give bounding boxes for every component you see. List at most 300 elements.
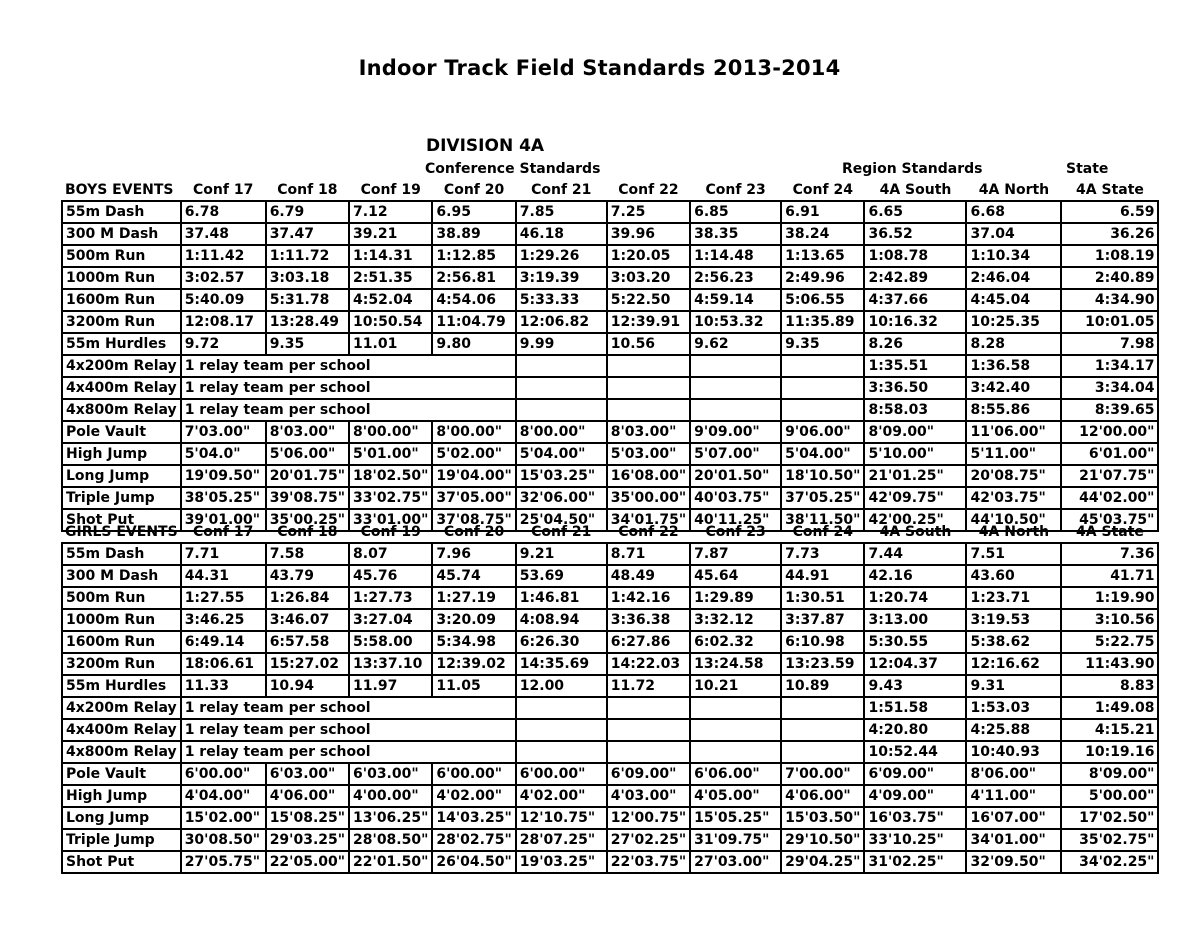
value-cell: 10.56: [607, 333, 690, 355]
value-cell: 5'04.0": [181, 443, 266, 465]
value-cell: 1:14.48: [690, 245, 781, 267]
value-cell: 11:43.90: [1061, 653, 1158, 675]
value-cell: 8.26: [864, 333, 966, 355]
table-row: [62, 355, 1158, 377]
value-cell: 1:08.78: [864, 245, 966, 267]
value-cell: 48.49: [607, 565, 690, 587]
table-row: [62, 223, 1158, 245]
value-cell: 1:35.51: [864, 355, 966, 377]
value-cell: 7.44: [864, 543, 966, 565]
relay-note-cell: 1 relay team per school: [181, 355, 433, 377]
value-cell: 8'09.00": [1061, 763, 1158, 785]
conference-standards-label: Conference Standards: [425, 161, 601, 177]
value-cell: 8.71: [607, 543, 690, 565]
value-cell: 30'08.50": [181, 829, 266, 851]
value-cell: 7.25: [607, 201, 690, 223]
value-cell: 10:40.93: [966, 741, 1061, 763]
event-name-cell: 4x800m Relay: [62, 399, 181, 421]
value-cell: 12:16.62: [966, 653, 1061, 675]
value-cell: 36.26: [1061, 223, 1158, 245]
table-row: [62, 829, 1158, 851]
empty-cell: [690, 697, 781, 719]
event-name-cell: 4x200m Relay: [62, 697, 181, 719]
event-name-cell: Triple Jump: [62, 487, 181, 509]
event-name-cell: 1600m Run: [62, 289, 181, 311]
empty-cell: [690, 399, 781, 421]
value-cell: 4:45.04: [966, 289, 1061, 311]
value-cell: 40'11.25": [690, 509, 781, 531]
value-cell: 5:30.55: [864, 631, 966, 653]
value-cell: 20'01.50": [690, 465, 781, 487]
division-heading: DIVISION 4A: [426, 136, 545, 156]
empty-cell: [607, 719, 690, 741]
value-cell: 7.96: [432, 543, 515, 565]
value-cell: 6:10.98: [781, 631, 864, 653]
column-header-conf-20: Conf 20: [443, 182, 505, 198]
value-cell: 3:34.04: [1061, 377, 1158, 399]
empty-cell: [432, 697, 515, 719]
value-cell: 11.72: [607, 675, 690, 697]
value-cell: 44'10.50": [966, 509, 1061, 531]
column-header-4a-north: 4A North: [978, 182, 1050, 198]
table-row: [62, 421, 1158, 443]
value-cell: 9.99: [516, 333, 607, 355]
value-cell: 7'00.00": [781, 763, 864, 785]
table-row: [62, 201, 1158, 223]
value-cell: 1:42.16: [607, 587, 690, 609]
value-cell: 5:33.33: [516, 289, 607, 311]
value-cell: 11.01: [349, 333, 432, 355]
value-cell: 6'03.00": [349, 763, 432, 785]
event-name-cell: 55m Hurdles: [62, 333, 181, 355]
value-cell: 16'08.00": [607, 465, 690, 487]
value-cell: 4'03.00": [607, 785, 690, 807]
empty-cell: [516, 697, 607, 719]
value-cell: 1:51.58: [864, 697, 966, 719]
value-cell: 32'09.50": [966, 851, 1061, 873]
event-name-cell: 1600m Run: [62, 631, 181, 653]
value-cell: 11:04.79: [432, 311, 515, 333]
value-cell: 8'06.00": [966, 763, 1061, 785]
value-cell: 41.71: [1061, 565, 1158, 587]
value-cell: 5'11.00": [966, 443, 1061, 465]
table-row: [62, 697, 1158, 719]
value-cell: 29'04.25": [781, 851, 864, 873]
value-cell: 15'02.00": [181, 807, 266, 829]
column-header-conf-23: Conf 23: [705, 182, 766, 198]
table-row: [62, 543, 1158, 565]
value-cell: 4'04.00": [181, 785, 266, 807]
value-cell: 15'03.50": [781, 807, 864, 829]
value-cell: 11.05: [432, 675, 515, 697]
value-cell: 12:04.37: [864, 653, 966, 675]
value-cell: 1:29.89: [690, 587, 781, 609]
value-cell: 6.65: [864, 201, 966, 223]
value-cell: 7.51: [966, 543, 1061, 565]
value-cell: 5:22.50: [607, 289, 690, 311]
value-cell: 6'09.00": [607, 763, 690, 785]
value-cell: 12:39.91: [607, 311, 690, 333]
value-cell: 15:27.02: [266, 653, 349, 675]
value-cell: 5'00.00": [1061, 785, 1158, 807]
value-cell: 10.94: [266, 675, 349, 697]
value-cell: 5'04.00": [516, 443, 607, 465]
value-cell: 7.12: [349, 201, 432, 223]
value-cell: 1:53.03: [966, 697, 1061, 719]
value-cell: 2:42.89: [864, 267, 966, 289]
boys-standards-table: [61, 180, 1159, 532]
girls-standards-table: [61, 522, 1159, 874]
value-cell: 6'03.00": [266, 763, 349, 785]
column-header-conf-20: Conf 20: [443, 524, 505, 540]
event-name-cell: 3200m Run: [62, 311, 181, 333]
event-name-cell: Pole Vault: [62, 421, 181, 443]
value-cell: 11.97: [349, 675, 432, 697]
value-cell: 6'09.00": [864, 763, 966, 785]
event-name-cell: 55m Hurdles: [62, 675, 181, 697]
value-cell: 14'03.25": [432, 807, 515, 829]
value-cell: 3:19.39: [516, 267, 607, 289]
value-cell: 10.21: [690, 675, 781, 697]
value-cell: 9'06.00": [781, 421, 864, 443]
value-cell: 6.85: [690, 201, 781, 223]
event-name-cell: Pole Vault: [62, 763, 181, 785]
value-cell: 10:25.35: [966, 311, 1061, 333]
value-cell: 7.87: [690, 543, 781, 565]
value-cell: 1:26.84: [266, 587, 349, 609]
value-cell: 6:49.14: [181, 631, 266, 653]
value-cell: 5'02.00": [432, 443, 515, 465]
value-cell: 9.72: [181, 333, 266, 355]
value-cell: 3:36.50: [864, 377, 966, 399]
value-cell: 6.79: [266, 201, 349, 223]
value-cell: 5:40.09: [181, 289, 266, 311]
value-cell: 1:36.58: [966, 355, 1061, 377]
event-name-cell: 55m Dash: [62, 201, 181, 223]
value-cell: 1:27.55: [181, 587, 266, 609]
table-row: [62, 267, 1158, 289]
event-name-cell: 1000m Run: [62, 267, 181, 289]
value-cell: 37.04: [966, 223, 1061, 245]
value-cell: 7.85: [516, 201, 607, 223]
empty-cell: [607, 741, 690, 763]
value-cell: 39'01.00": [181, 509, 266, 531]
value-cell: 3:36.38: [607, 609, 690, 631]
relay-note-cell: 1 relay team per school: [181, 399, 433, 421]
value-cell: 35'00.25": [266, 509, 349, 531]
value-cell: 27'03.00": [690, 851, 781, 873]
value-cell: 39.21: [349, 223, 432, 245]
table-row: [62, 631, 1158, 653]
value-cell: 43.79: [266, 565, 349, 587]
value-cell: 45'03.75": [1061, 509, 1158, 531]
value-cell: 12'00.00": [1061, 421, 1158, 443]
empty-cell: [781, 741, 864, 763]
value-cell: 5:22.75: [1061, 631, 1158, 653]
value-cell: 13:23.59: [781, 653, 864, 675]
value-cell: 9.62: [690, 333, 781, 355]
table-row: [62, 741, 1158, 763]
table-row: [62, 245, 1158, 267]
value-cell: 22'03.75": [607, 851, 690, 873]
value-cell: 3:27.04: [349, 609, 432, 631]
value-cell: 44'02.00": [1061, 487, 1158, 509]
page-title: Indoor Track Field Standards 2013-2014: [358, 56, 841, 80]
value-cell: 13'06.25": [349, 807, 432, 829]
column-header-conf-23: Conf 23: [705, 524, 766, 540]
value-cell: 29'03.25": [266, 829, 349, 851]
value-cell: 6:26.30: [516, 631, 607, 653]
value-cell: 3:46.25: [181, 609, 266, 631]
value-cell: 2:49.96: [781, 267, 864, 289]
table-row: [62, 487, 1158, 509]
table-row: [62, 719, 1158, 741]
table-row: [62, 565, 1158, 587]
value-cell: 4'02.00": [516, 785, 607, 807]
empty-cell: [432, 399, 515, 421]
header-row: [62, 180, 1158, 201]
value-cell: 5'07.00": [690, 443, 781, 465]
event-name-cell: High Jump: [62, 785, 181, 807]
value-cell: 4:37.66: [864, 289, 966, 311]
value-cell: 4'05.00": [690, 785, 781, 807]
empty-cell: [432, 741, 515, 763]
empty-cell: [607, 399, 690, 421]
empty-cell: [516, 741, 607, 763]
value-cell: 1:12.85: [432, 245, 515, 267]
event-name-cell: Long Jump: [62, 807, 181, 829]
value-cell: 5'06.00": [266, 443, 349, 465]
table-row: [62, 851, 1158, 873]
value-cell: 3:46.07: [266, 609, 349, 631]
value-cell: 7.36: [1061, 543, 1158, 565]
event-name-cell: 300 M Dash: [62, 223, 181, 245]
value-cell: 26'04.50": [432, 851, 515, 873]
value-cell: 36.52: [864, 223, 966, 245]
value-cell: 17'02.50": [1061, 807, 1158, 829]
empty-cell: [690, 719, 781, 741]
value-cell: 9.31: [966, 675, 1061, 697]
table-row: [62, 653, 1158, 675]
table-row: [62, 587, 1158, 609]
value-cell: 21'07.75": [1061, 465, 1158, 487]
value-cell: 4:20.80: [864, 719, 966, 741]
value-cell: 8'00.00": [432, 421, 515, 443]
value-cell: 2:40.89: [1061, 267, 1158, 289]
value-cell: 38.89: [432, 223, 515, 245]
value-cell: 37'05.00": [432, 487, 515, 509]
value-cell: 15'03.25": [516, 465, 607, 487]
value-cell: 32'06.00": [516, 487, 607, 509]
empty-cell: [516, 355, 607, 377]
value-cell: 14:22.03: [607, 653, 690, 675]
value-cell: 38'11.50": [781, 509, 864, 531]
value-cell: 6.78: [181, 201, 266, 223]
event-name-cell: Triple Jump: [62, 829, 181, 851]
value-cell: 3:03.18: [266, 267, 349, 289]
value-cell: 6'00.00": [432, 763, 515, 785]
empty-cell: [432, 719, 515, 741]
value-cell: 22'01.50": [349, 851, 432, 873]
event-name-cell: 1000m Run: [62, 609, 181, 631]
events-column-header: BOYS EVENTS: [65, 182, 174, 198]
value-cell: 44.31: [181, 565, 266, 587]
value-cell: 3:32.12: [690, 609, 781, 631]
table-row: [62, 465, 1158, 487]
value-cell: 10:19.16: [1061, 741, 1158, 763]
value-cell: 39'08.75": [266, 487, 349, 509]
value-cell: 4:08.94: [516, 609, 607, 631]
value-cell: 8:58.03: [864, 399, 966, 421]
value-cell: 1:11.42: [181, 245, 266, 267]
value-cell: 42'03.75": [966, 487, 1061, 509]
value-cell: 5:38.62: [966, 631, 1061, 653]
table-row: [62, 311, 1158, 333]
value-cell: 1:20.05: [607, 245, 690, 267]
empty-cell: [607, 697, 690, 719]
column-header-conf-21: Conf 21: [531, 524, 592, 540]
events-column-header: GIRLS EVENTS: [65, 524, 178, 540]
value-cell: 1:29.26: [516, 245, 607, 267]
value-cell: 28'02.75": [432, 829, 515, 851]
value-cell: 4'00.00": [349, 785, 432, 807]
value-cell: 6:02.32: [690, 631, 781, 653]
value-cell: 4:54.06: [432, 289, 515, 311]
value-cell: 18'10.50": [781, 465, 864, 487]
event-name-cell: 4x200m Relay: [62, 355, 181, 377]
value-cell: 3:13.00: [864, 609, 966, 631]
value-cell: 1:27.19: [432, 587, 515, 609]
value-cell: 9.35: [781, 333, 864, 355]
value-cell: 42'09.75": [864, 487, 966, 509]
event-name-cell: 300 M Dash: [62, 565, 181, 587]
value-cell: 7.73: [781, 543, 864, 565]
empty-cell: [432, 377, 515, 399]
value-cell: 18'02.50": [349, 465, 432, 487]
value-cell: 6'01.00": [1061, 443, 1158, 465]
value-cell: 10:52.44: [864, 741, 966, 763]
state-label: State: [1066, 161, 1109, 177]
value-cell: 19'03.25": [516, 851, 607, 873]
value-cell: 20'01.75": [266, 465, 349, 487]
value-cell: 12'10.75": [516, 807, 607, 829]
value-cell: 53.69: [516, 565, 607, 587]
value-cell: 18:06.61: [181, 653, 266, 675]
value-cell: 38.24: [781, 223, 864, 245]
value-cell: 7.71: [181, 543, 266, 565]
value-cell: 10:53.32: [690, 311, 781, 333]
column-header-4a-state: 4A State: [1076, 182, 1144, 198]
value-cell: 34'01.00": [966, 829, 1061, 851]
value-cell: 11'06.00": [966, 421, 1061, 443]
empty-cell: [690, 377, 781, 399]
value-cell: 1:46.81: [516, 587, 607, 609]
value-cell: 28'07.25": [516, 829, 607, 851]
value-cell: 16'03.75": [864, 807, 966, 829]
value-cell: 9.80: [432, 333, 515, 355]
value-cell: 5'01.00": [349, 443, 432, 465]
event-name-cell: 55m Dash: [62, 543, 181, 565]
value-cell: 12.00: [516, 675, 607, 697]
value-cell: 40'03.75": [690, 487, 781, 509]
value-cell: 12:08.17: [181, 311, 266, 333]
value-cell: 4'06.00": [781, 785, 864, 807]
value-cell: 33'10.25": [864, 829, 966, 851]
value-cell: 4:34.90: [1061, 289, 1158, 311]
table-row: [62, 763, 1158, 785]
event-name-cell: 500m Run: [62, 587, 181, 609]
value-cell: 21'01.25": [864, 465, 966, 487]
value-cell: 1:30.51: [781, 587, 864, 609]
empty-cell: [781, 719, 864, 741]
value-cell: 4'02.00": [432, 785, 515, 807]
value-cell: 9.21: [516, 543, 607, 565]
value-cell: 6.68: [966, 201, 1061, 223]
column-header-conf-24: Conf 24: [792, 524, 853, 540]
value-cell: 4:59.14: [690, 289, 781, 311]
value-cell: 33'02.75": [349, 487, 432, 509]
value-cell: 6:57.58: [266, 631, 349, 653]
event-name-cell: Long Jump: [62, 465, 181, 487]
column-header-conf-18: Conf 18: [277, 182, 338, 198]
value-cell: 5:31.78: [266, 289, 349, 311]
event-name-cell: 4x400m Relay: [62, 719, 181, 741]
table-row: [62, 333, 1158, 355]
value-cell: 11:35.89: [781, 311, 864, 333]
value-cell: 46.18: [516, 223, 607, 245]
value-cell: 1:13.65: [781, 245, 864, 267]
value-cell: 5:58.00: [349, 631, 432, 653]
value-cell: 37'08.75": [432, 509, 515, 531]
value-cell: 1:49.08: [1061, 697, 1158, 719]
value-cell: 8'09.00": [864, 421, 966, 443]
value-cell: 2:51.35: [349, 267, 432, 289]
value-cell: 22'05.00": [266, 851, 349, 873]
event-name-cell: Shot Put: [62, 851, 181, 873]
event-name-cell: Shot Put: [62, 509, 181, 531]
relay-note-cell: 1 relay team per school: [181, 719, 433, 741]
value-cell: 12:06.82: [516, 311, 607, 333]
column-header-conf-19: Conf 19: [360, 524, 421, 540]
value-cell: 34'02.25": [1061, 851, 1158, 873]
value-cell: 5'03.00": [607, 443, 690, 465]
value-cell: 20'08.75": [966, 465, 1061, 487]
table-row: [62, 377, 1158, 399]
value-cell: 43.60: [966, 565, 1061, 587]
table-row: [62, 289, 1158, 311]
empty-cell: [781, 399, 864, 421]
value-cell: 3:20.09: [432, 609, 515, 631]
column-header-conf-22: Conf 22: [618, 182, 679, 198]
value-cell: 10.89: [781, 675, 864, 697]
value-cell: 3:10.56: [1061, 609, 1158, 631]
empty-cell: [432, 355, 515, 377]
event-name-cell: 4x800m Relay: [62, 741, 181, 763]
value-cell: 27'05.75": [181, 851, 266, 873]
empty-cell: [781, 697, 864, 719]
value-cell: 2:56.81: [432, 267, 515, 289]
column-header-4a-south: 4A South: [879, 524, 952, 540]
value-cell: 28'08.50": [349, 829, 432, 851]
value-cell: 45.74: [432, 565, 515, 587]
value-cell: 8'00.00": [349, 421, 432, 443]
value-cell: 8:55.86: [966, 399, 1061, 421]
value-cell: 1:27.73: [349, 587, 432, 609]
value-cell: 5'10.00": [864, 443, 966, 465]
value-cell: 8:39.65: [1061, 399, 1158, 421]
value-cell: 8'03.00": [607, 421, 690, 443]
column-header-4a-south: 4A South: [879, 182, 952, 198]
